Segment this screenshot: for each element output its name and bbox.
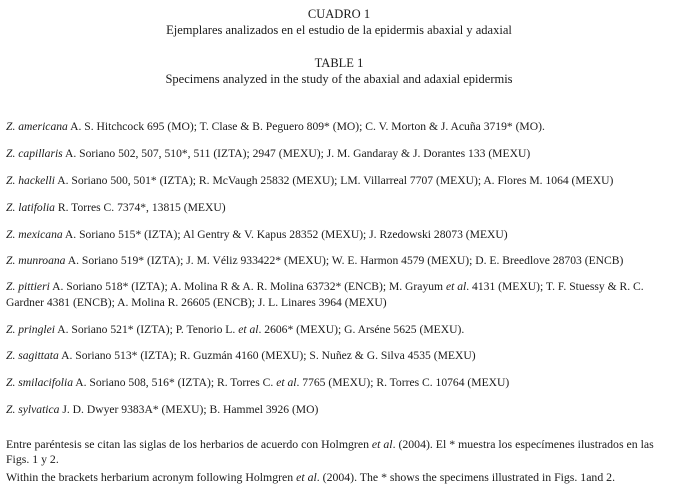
specimen-row	[6, 253, 670, 269]
specimen-list: A. Soriano 521* (IZTA); P. Tenorio L.	[54, 323, 239, 336]
species-name: Z. pittieri	[6, 280, 50, 293]
specimen-row	[6, 227, 670, 243]
table-label: TABLE 1	[314, 56, 364, 70]
species-name: Z. hackelli	[6, 174, 55, 187]
footnote-text: . (2004). El * muestra los especímenes ilustrados en las Figs. 1 y 2.	[6, 437, 654, 466]
et-al: et al	[371, 437, 393, 451]
specimen-list: R. Torres C. 7374*, 13815 (MEXU)	[54, 201, 226, 214]
english-footnote	[6, 470, 674, 485]
english-title: Specimens analyzed in the study of the abaxial and adaxial epidermis	[165, 72, 513, 86]
et-al: et al	[296, 470, 317, 484]
species-name: Z. munroana	[6, 254, 66, 267]
specimen-list: . 2606* (MEXU); G. Arséne 5625 (MEXU).	[258, 323, 465, 336]
species-name: Z. pringlei	[6, 323, 55, 336]
footnote-text: Entre paréntesis se citan las siglas de los herbarios de acuerdo con Holmgren	[6, 437, 372, 451]
species-name: Z. smilacifolia	[6, 376, 73, 389]
specimen-list: J. D. Dwyer 9383A* (MEXU); B. Hammel 3926 (MO)	[59, 403, 319, 416]
specimen-row	[6, 322, 670, 338]
specimen-row	[6, 200, 670, 216]
specimen-row	[6, 279, 670, 311]
specimen-list: A. Soriano 518* (IZTA); A. Molina R & A. R. Molina 63732* (ENCB); M. Grayum	[49, 280, 446, 293]
footnote-text: Within the brackets herbarium acronym following Holmgren	[6, 470, 297, 484]
specimen-row	[6, 348, 670, 364]
specimen-list: A. Soriano 513* (IZTA); R. Guzmán 4160 (MEXU); S. Nuñez & G. Silva 4535 (MEXU)	[58, 349, 476, 362]
specimen-row	[6, 402, 670, 418]
specimen-list: A. Soriano 508, 516* (IZTA); R. Torres C.	[73, 376, 277, 389]
spanish-title: Ejemplares analizados en el estudio de la epidermis abaxial y adaxial	[166, 23, 512, 37]
specimen-row	[6, 119, 670, 135]
specimen-row	[6, 173, 670, 189]
species-name: Z. capillaris	[6, 147, 63, 160]
specimen-list: . 7765 (MEXU); R. Torres C. 10764 (MEXU)	[296, 376, 510, 389]
cuadro-label: CUADRO 1	[307, 7, 371, 21]
species-name: Z. mexicana	[6, 228, 63, 241]
specimen-row	[6, 375, 670, 391]
species-name: Z. sylvatica	[6, 403, 60, 416]
species-name: Z. latifolia	[6, 201, 55, 214]
specimen-row	[6, 146, 670, 162]
footnote-text: . (2004). The * shows the specimens illustrated in Figs. 1and 2.	[316, 470, 616, 484]
specimen-list: A. S. Hitchcock 695 (MO); T. Clase & B. Peguero 809* (MO); C. V. Morton & J. Acuña 3719* (MO).	[67, 120, 545, 133]
et-al: et al	[238, 323, 259, 336]
specimen-list: A. Soriano 502, 507, 510*, 511 (IZTA); 2947 (MEXU); J. M. Gandaray & J. Dorantes 133 (MEXU)	[62, 147, 531, 160]
et-al: et al	[445, 280, 467, 293]
specimen-list: A. Soriano 515* (IZTA); Al Gentry & V. Kapus 28352 (MEXU); J. Rzedowski 28073 (MEXU)	[62, 228, 508, 241]
specimen-list: A. Soriano 500, 501* (IZTA); R. McVaugh 25832 (MEXU); LM. Villarreal 7707 (MEXU); A. Flores M. 1064 (MEXU)	[54, 174, 614, 187]
et-al: et al	[276, 376, 297, 389]
spanish-footnote	[6, 437, 674, 467]
specimen-list: A. Soriano 519* (IZTA); J. M. Véliz 933422* (MEXU); W. E. Harmon 4579 (MEXU); D. E. Breedlove 28703 (ENCB)	[65, 254, 624, 267]
species-name: Z. sagittata	[6, 349, 59, 362]
specimen-list: . 4131 (MEXU); T. F. Stuessy & R. C. Gardner 4381 (ENCB); A. Molina R. 26605 (ENCB); J. L. Linares 3964 (MEXU)	[6, 280, 644, 309]
species-name: Z. americana	[6, 120, 68, 133]
